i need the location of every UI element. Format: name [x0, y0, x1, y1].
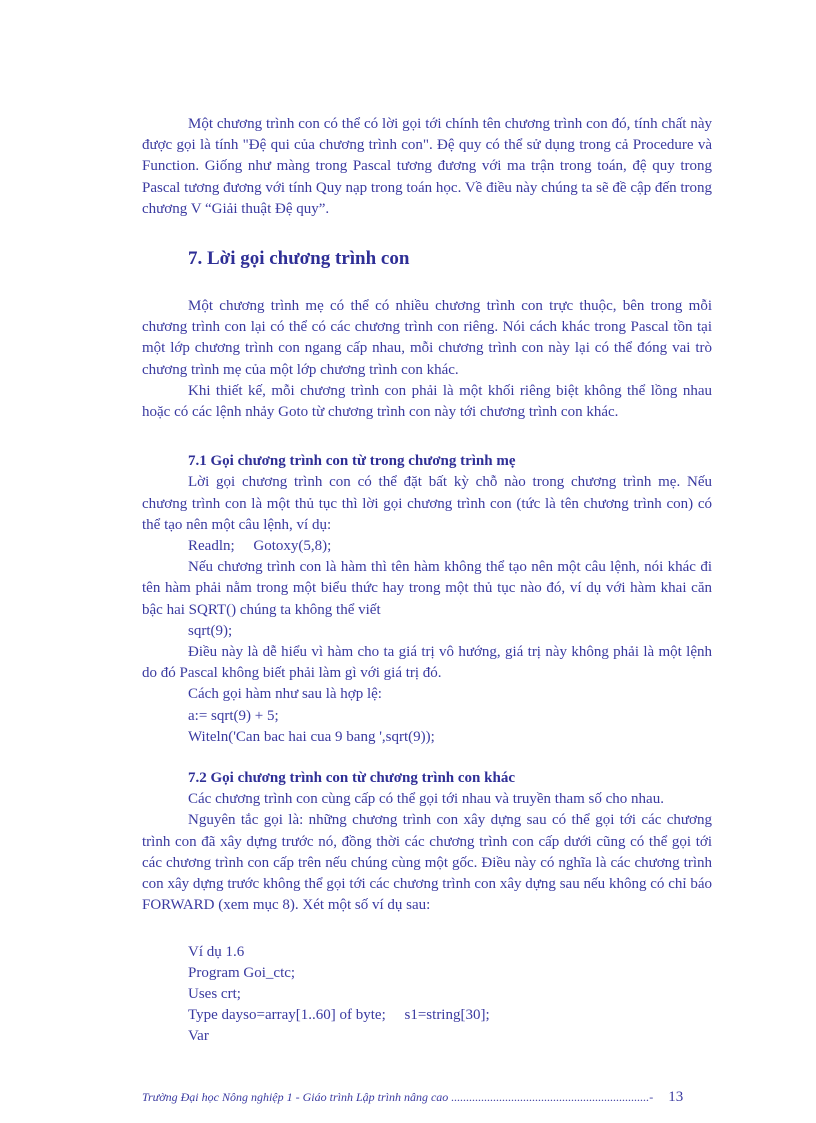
section-7-paragraph-2: Khi thiết kế, mỗi chương trình con phải là một khối riêng biệt không thể lồng nhau hoặc có các lệnh nhảy Goto từ chương trình con này tới chương trình con khác. [142, 382, 712, 421]
subsection-7-1-paragraph-2: Nếu chương trình con là hàm thì tên hàm không thể tạo nên một câu lệnh, nói khác đi tên hàm phải nằm trong một biểu thức hay trong một thủ tục nào đó, ví dụ với hàm khai căn bậc hai SQRT() chúng ta không thể viết [142, 559, 712, 618]
page-content [142, 114, 712, 1048]
subsection-7-2-heading: 7.2 Gọi chương trình con từ chương trình con khác [188, 770, 515, 787]
example-code-line-1: Program Goi_ctc; [188, 964, 296, 981]
code-line-readln: Readln; Gotoxy(5,8); [188, 538, 332, 555]
intro-paragraph: Một chương trình con có thể có lời gọi tới chính tên chương trình con đó, tính chất này được gọi là tính "Đệ qui của chương trình con". Đệ quy có thể sử dụng trong cả Procedure và Function. Giống như màng trong Pascal tương đương với ma trận trong toán, đệ quy trong Pascal tương đương với tính Quy nạp trong toán học. Về điều này chúng ta sẽ đề cập đến trong chương V “Giải thuật Đệ quy”. [142, 116, 712, 217]
subsection-7-1-heading: 7.1 Gọi chương trình con từ trong chương trình mẹ [188, 453, 516, 470]
section-7-heading: 7. Lời gọi chương trình con [188, 248, 410, 270]
example-title: Ví dụ 1.6 [188, 943, 245, 960]
code-line-sqrt: sqrt(9); [188, 622, 233, 639]
subsection-7-1-paragraph-1: Lời gọi chương trình con có thể đặt bất kỳ chỗ nào trong chương trình mẹ. Nếu chương trình con là một thủ tục thì lời gọi chương trình con (tức là tên chương trình con) có thể tạo nên một câu lệnh, ví dụ: [142, 474, 712, 533]
page-number: 13 [668, 1089, 684, 1105]
subsection-7-1-paragraph-3: Điều này là dễ hiểu vì hàm cho ta giá trị vô hướng, giá trị này không phải là một lệnh do đó Pascal không biết phải làm gì với giá trị đó. [142, 644, 712, 682]
page-footer [142, 1089, 702, 1106]
example-code-line-4: Var [188, 1028, 209, 1045]
code-line-writeln: Witeln('Can bac hai cua 9 bang ',sqrt(9)); [188, 728, 435, 745]
footer-dots: ..................................................................- [451, 1090, 654, 1104]
code-line-assign: a:= sqrt(9) + 5; [188, 707, 279, 724]
subsection-7-2-paragraph-1: Các chương trình con cùng cấp có thể gọi tới nhau và truyền tham số cho nhau. [188, 791, 664, 808]
subsection-7-2-paragraph-2: Nguyên tắc gọi là: những chương trình con xây dựng sau có thể gọi tới các chương trình con đã xây dựng trước nó, đồng thời các chương trình con cấp dưới cũng có thể gọi tới các chương trình con cấp trên nếu chúng cùng một gốc. Điều này có nghĩa là các chương trình con xây dựng trước không thể gọi tới các chương trình con xây dựng sau nếu không có chỉ báo FORWARD (xem mục 8). Xét một số ví dụ sau: [142, 812, 712, 914]
example-code-line-3: Type dayso=array[1..60] of byte; s1=string[30]; [188, 1007, 490, 1024]
footer-text: Trường Đại học Nông nghiệp 1 - Giáo trình Lập trình nâng cao [142, 1090, 449, 1104]
section-7-paragraph-1: Một chương trình mẹ có thể có nhiều chương trình con trực thuộc, bên trong mỗi chương trình con lại có thể có các chương trình con riêng. Nói cách khác trong Pascal tồn tại một lớp chương trình con ngang cấp nhau, mỗi chương trình con này lại có thể đóng vai trò chương trình mẹ của một lớp chương trình con khác. [142, 298, 712, 378]
example-code-line-2: Uses crt; [188, 985, 241, 1002]
subsection-7-1-paragraph-4: Cách gọi hàm như sau là hợp lệ: [188, 686, 382, 703]
